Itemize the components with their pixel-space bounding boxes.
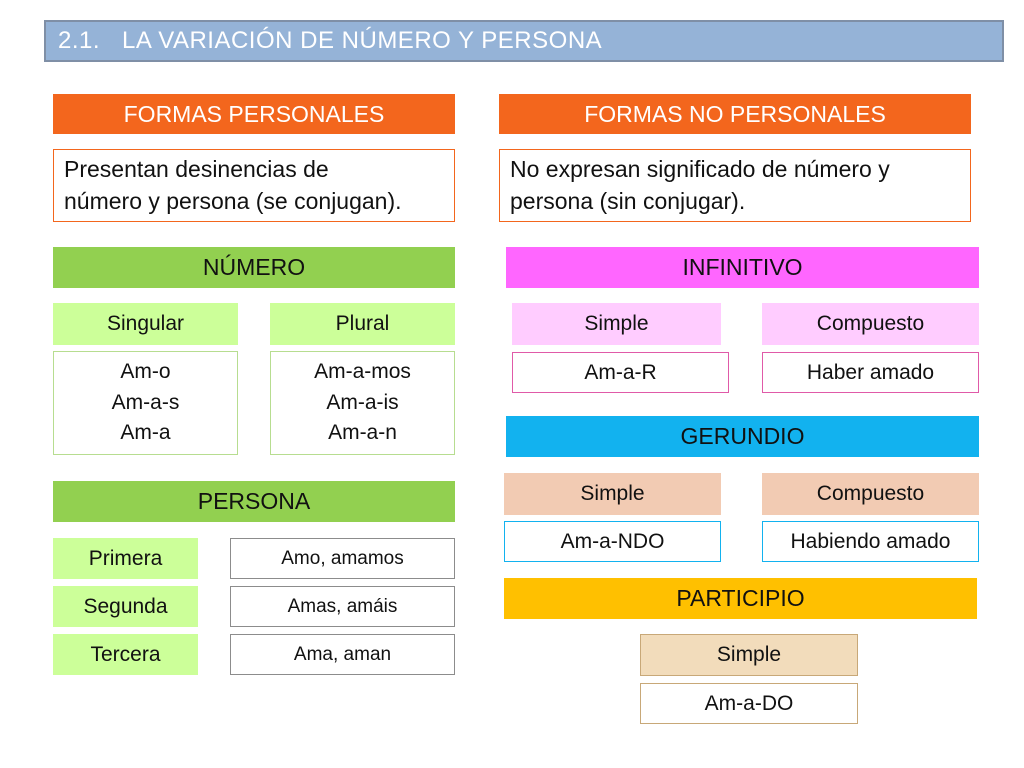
page-title: LA VARIACIÓN DE NÚMERO Y PERSONA [122,27,603,54]
singular-example-2: Am-a-s [111,390,180,414]
plural-examples [270,351,455,455]
formas-no-personales-header: FORMAS NO PERSONALES [499,94,971,134]
desc-line-1: Presentan desinencias de [64,156,329,183]
gerundio-compuesto-example: Habiendo amado [762,521,979,562]
singular-examples [53,351,238,455]
persona-tercera-example: Ama, aman [230,634,455,675]
desc-line-2: número y persona (se conjugan). [64,187,402,214]
plural-example-1: Am-a-mos [314,360,411,384]
gerundio-simple-label: Simple [504,473,721,515]
plural-example-2: Am-a-is [326,390,399,414]
numero-header: NÚMERO [53,247,455,288]
persona-segunda-label: Segunda [53,586,198,627]
gerundio-simple-example: Am-a-NDO [504,521,721,562]
participio-simple-example: Am-a-DO [640,683,858,724]
persona-primera-example: Amo, amamos [230,538,455,579]
gerundio-compuesto-label: Compuesto [762,473,979,515]
title-bar [44,20,1004,62]
plural-label: Plural [270,303,455,345]
desc-line-2: persona (sin conjugar). [510,187,746,214]
persona-primera-label: Primera [53,538,198,579]
participio-simple-label: Simple [640,634,858,676]
persona-tercera-label: Tercera [53,634,198,675]
gerundio-header: GERUNDIO [506,416,979,457]
desc-line-1: No expresan significado de número y [510,156,890,183]
singular-label: Singular [53,303,238,345]
infinitivo-header: INFINITIVO [506,247,979,288]
title-number: 2.1. [58,27,101,54]
persona-header: PERSONA [53,481,455,522]
participio-header: PARTICIPIO [504,578,977,619]
formas-personales-header: FORMAS PERSONALES [53,94,455,134]
singular-example-1: Am-o [120,360,171,384]
infinitivo-simple-example: Am-a-R [512,352,729,393]
infinitivo-simple-label: Simple [512,303,721,345]
infinitivo-compuesto-label: Compuesto [762,303,979,345]
formas-personales-description [53,149,455,222]
formas-no-personales-description [499,149,971,222]
infinitivo-compuesto-example: Haber amado [762,352,979,393]
plural-example-3: Am-a-n [328,421,397,445]
persona-segunda-example: Amas, amáis [230,586,455,627]
singular-example-3: Am-a [120,421,171,445]
